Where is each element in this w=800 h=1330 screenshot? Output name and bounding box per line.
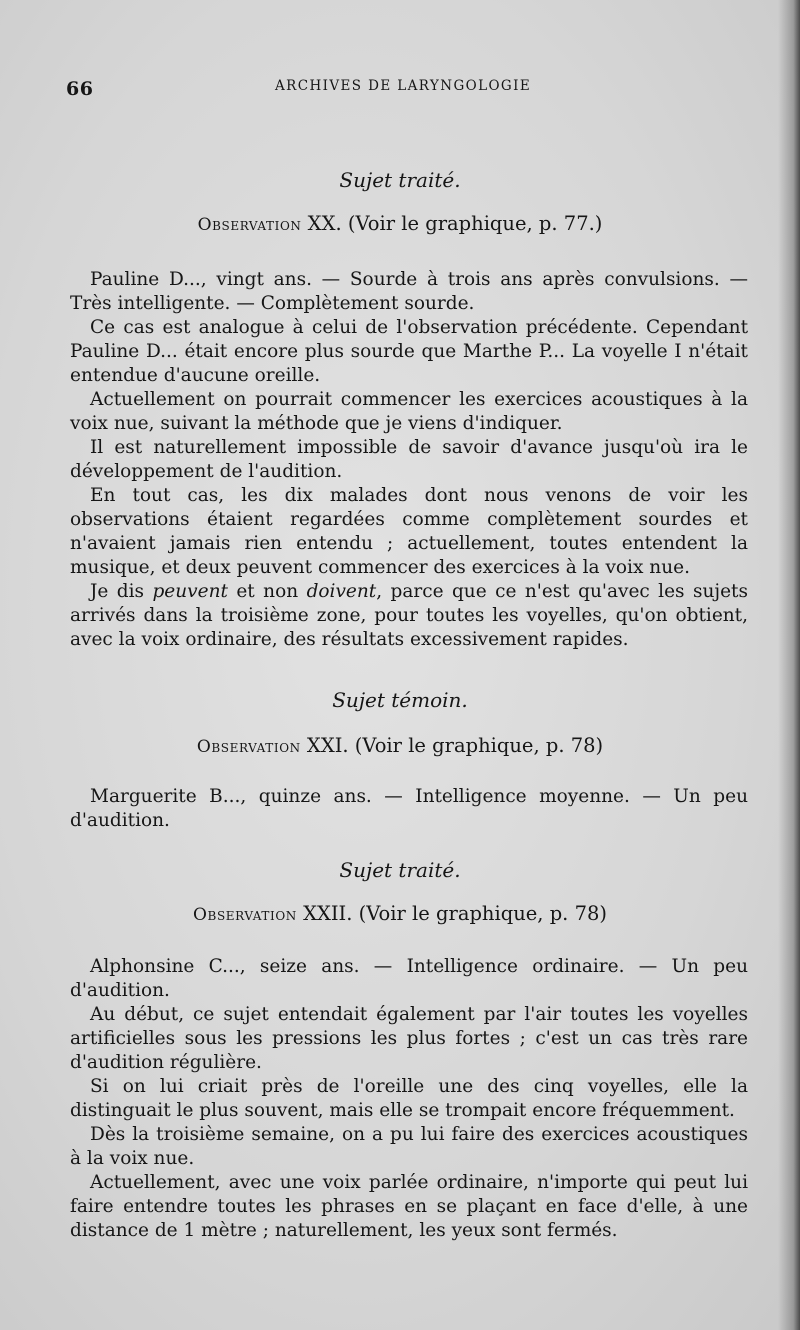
- observation-label: Observation: [196, 737, 301, 757]
- observation-title-xx: [0, 212, 800, 235]
- emphasis: doivent: [306, 581, 377, 602]
- paragraph: Je dis peuvent et non doivent, parce que ce n'est qu'avec les sujets arrivés dans la troisième zone, pour toutes les voyelles, qu'on obtient, avec la voix ordinaire, des résultats excessivement rapides.: [70, 581, 748, 650]
- observation-ref: XXI. (Voir le graphique, p. 78): [300, 734, 604, 757]
- paragraph: Pauline D..., vingt ans. — Sourde à trois ans après convulsions. — Très intelligente. — Complètement sourde.: [70, 269, 748, 314]
- paragraph: Alphonsine C..., seize ans. — Intelligence ordinaire. — Un peu d'audition.: [70, 956, 748, 1001]
- paragraph: Dès la troisième semaine, on a pu lui faire des exercices acoustiques à la voix nue.: [70, 1124, 748, 1169]
- paragraph: Actuellement on pourrait commencer les exercices acoustiques à la voix nue, suivant la méthode que je viens d'indiquer.: [70, 389, 748, 434]
- observation-ref: XXII. (Voir le graphique, p. 78): [296, 902, 607, 925]
- paragraph: Au début, ce sujet entendait également par l'air toutes les voyelles artificielles sous les pressions les plus fortes ; c'est un cas très rare d'audition régulière.: [70, 1004, 748, 1073]
- observation-title-xxii: [0, 902, 800, 925]
- section-heading-sujet-traite-2: Sujet traité.: [339, 858, 461, 882]
- observation-xxi-body: [70, 785, 748, 833]
- page-edge-shadow: [778, 0, 800, 1330]
- observation-label: Observation: [192, 905, 297, 925]
- paragraph: Actuellement, avec une voix parlée ordinaire, n'importe qui peut lui faire entendre toutes les phrases en se plaçant en face d'elle, à une distance de 1 mètre ; naturellement, les yeux sont fermés.: [70, 1172, 748, 1241]
- observation-ref: XX. (Voir le graphique, p. 77.): [301, 212, 603, 235]
- section-heading-sujet-temoin: Sujet témoin.: [332, 688, 468, 712]
- emphasis: peuvent: [152, 581, 228, 602]
- observation-label: Observation: [197, 215, 302, 235]
- paragraph: Ce cas est analogue à celui de l'observation précédente. Cependant Pauline D... était encore plus sourde que Marthe P... La voyelle I n'était entendue d'aucune oreille.: [70, 317, 748, 386]
- paragraph: Il est naturellement impossible de savoir d'avance jusqu'où ira le développement de l'audition.: [70, 437, 748, 482]
- paragraph: Si on lui criait près de l'oreille une des cinq voyelles, elle la distinguait le plus souvent, mais elle se trompait encore fréquemment.: [70, 1076, 748, 1121]
- observation-xxii-body: [70, 955, 748, 1243]
- observation-title-xxi: [0, 734, 800, 757]
- section-heading-sujet-traite-1: Sujet traité.: [339, 168, 461, 192]
- paragraph: En tout cas, les dix malades dont nous venons de voir les observations étaient regardées comme complètement sourdes et n'avaient jamais rien entendu ; actuellement, toutes entendent la musique, et deux peuvent commencer des exercices à la voix nue.: [70, 485, 748, 578]
- page-number: 66: [66, 78, 94, 100]
- observation-xx-body: [70, 268, 748, 652]
- paragraph: Marguerite B..., quinze ans. — Intelligence moyenne. — Un peu d'audition.: [70, 786, 748, 831]
- running-title: ARCHIVES DE LARYNGOLOGIE: [275, 78, 532, 94]
